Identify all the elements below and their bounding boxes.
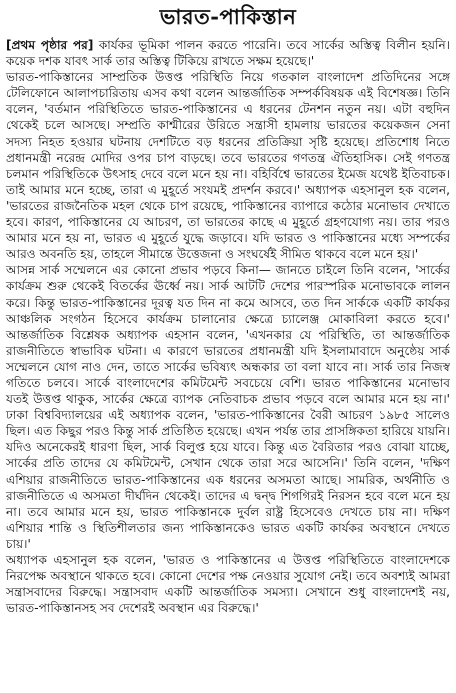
paragraph-text: কার্যকর ভূমিকা পালন করতে পারেনি। তবে সার্কের অস্তিত্ব বিলীন হয়নি। কয়েক দশক যাবৎ সার্ক তার অস্তিত্ব টিকিয়ে রাখতে সক্ষম হয়েছে।'	[6, 38, 450, 69]
article-paragraph-1	[6, 37, 450, 69]
article-headline: ভারত-পাকিস্তান	[159, 4, 297, 29]
article-body	[6, 37, 450, 616]
article-paragraph-4: অধ্যাপক এহসানুল হক বলেন, 'ভারত ও পাকিস্তানের এ উত্তপ্ত পরিস্থিতিতে বাংলাদেশকে নিরপেক্ষ অবস্থানে থাকতে হবে। কোনো দেশের পক্ষ নেওয়ার সুযোগ নেই। তবে অবশ্যই আমরা সন্ত্রাসবাদের বিরুদ্ধে। সন্ত্রাসবাদ একটি আন্তর্জাতিক সমস্যা। সেখানে শুধু বাংলাদেশই নয়, ভারত-পাকিস্তানসহ সব দেশেরই অবস্থান এর বিরুদ্ধে।'	[6, 553, 450, 616]
article-paragraph-3: আসন্ন সার্ক সম্মেলনে এর কোনো প্রভাব পড়বে কিনা— জানতে চাইলে তিনি বলেন, 'সার্কের কার্যক্রম শুরু থেকেই বিতর্কের ঊর্ধ্বে নয়। সার্ক আটটি দেশের পারস্পরিক মনোভাবকে লালন করে। কিন্তু ভারত-পাকিস্তানের দূরত্ব যত দিন না কমে আসবে, তত দিন সার্ককে একটি কার্যকর আঞ্চলিক সংগঠন হিসেবে কার্যক্রম চালানোর ক্ষেত্রে চ্যালেঞ্জ মোকাবিলা করতে হবে।' আন্তর্জাতিক বিশ্লেষক অধ্যাপক এহসান বলেন, 'এখনকার যে পরিস্থিতি, তা আন্তর্জাতিক রাজনীতিতে স্বাভাবিক ঘটনা। এ কারণে ভারতের প্রধানমন্ত্রী যদি ইসলামাবাদে অনুষ্ঠেয় সার্ক সম্মেলনে যোগ নাও দেন, তাতে সার্কের ভবিষ্যৎ অন্ধকার তা বলা যাবে না। সার্ক তার নিজস্ব গতিতে চলবে। সার্কে বাংলাদেশের কমিটমেন্ট সবচেয়ে বেশি। ভারত পাকিস্তানের মনোভাব যতই উত্তপ্ত থাকুক, সার্কের ক্ষেত্রে ব্যাপক নেতিবাচক প্রভাব পড়বে বলে আমার মনে হয় না।' ঢাকা বিশ্ববিদ্যালয়ের এই অধ্যাপক বলেন, 'ভারত-পাকিস্তানের বৈরী আচরণ ১৯৮৫ সালেও ছিল। এত কিছুর পরও কিন্তু সার্ক প্রতিষ্ঠিত হয়েছে। এখন পর্যন্ত তার প্রাসঙ্গিকতা হারিয়ে যায়নি। যদিও অনেকেরই ধারণা ছিল, সার্ক বিলুপ্ত হয়ে যাবে। কিন্তু এত বৈরিতার পরও বোঝা যাচ্ছে, সার্কের প্রতি তাদের যে কমিটমেন্ট, সেখান থেকে তারা সরে আসেনি।' তিনি বলেন, 'দক্ষিণ এশিয়ার রাজনীতিতে ভারত-পাকিস্তানের এক ধরনের অসমতা আছে। সামরিক, অর্থনীতি ও রাজনীতিতে এ অসমতা দীর্ঘদিন থেকেই। তাদের এ দ্বন্দ্ব শিগগিরই নিরসন হবে বলে মনে হয় না। তবে আমার মনে হয়, ভারত পাকিস্তানকে দুর্বল রাষ্ট্র হিসেবেও দেখতে চায় না। দক্ষিণ এশিয়ার শান্তি ও স্থিতিশীলতার জন্য পাকিস্তানকেও ভারত একটি কার্যকর অবস্থানে দেখতে চায়।'	[6, 263, 450, 551]
article-paragraph-2: ভারত-পাকিস্তানের সাম্প্রতিক উত্তপ্ত পরিস্থিতি নিয়ে গতকাল বাংলাদেশ প্রতিদিনের সঙ্গে টেলিফোনে আলাপচারিতায় এসব কথা বলেন আন্তর্জাতিক সম্পর্কবিষয়ক এই বিশেষজ্ঞ। তিনি বলেন, 'বর্তমান পরিস্থিতিতে ভারত-পাকিস্তানের এ ধরনের টেনশন নতুন নয়। এটা বহুদিন থেকেই চলে আসছে। সম্প্রতি কাশ্মীরের উরিতে সন্ত্রাসী হামলায় ভারতের কয়েকজন সেনা সদস্য নিহত হওয়ার ঘটনায় দেশটিতে বড় ধরনের প্রতিক্রিয়া সৃষ্টি হয়েছে। প্রতিশোধ নিতে প্রধানমন্ত্রী নরেন্দ্র মোদির ওপর চাপ বাড়ছে। তবে ভারতের গণতন্ত্র ঐতিহাসিক। সেই গণতন্ত্র চলমান পরিস্থিতিকে উৎসাহ দেবে বলে মনে হয় না। বহির্বিশ্বে ভারতের ইমেজ যথেষ্ট ইতিবাচক। তাই আমার মনে হচ্ছে, তারা এ মুহূর্তে সংযমই প্রদর্শন করবে।' অধ্যাপক এহসানুল হক বলেন, 'ভারতের রাজনৈতিক মহল থেকে চাপ রয়েছে, পাকিস্তানের ব্যাপারে কঠোর মনোভাব দেখাতে হবে। কারণ, পাকিস্তানের যে আচরণ, তা ভারতের কাছে এ মুহূর্তে গ্রহণযোগ্য নয়। তার পরও আমার মনে হয় না, ভারত এ মুহূর্তে যুদ্ধে জড়াবে। যদি ভারত ও পাকিস্তানের মধ্যে সম্পর্কের আরও অবনতি হয়, তাহলে সীমান্তে উত্তেজনা ও সংঘর্ষেই সীমিত থাকবে বলে মনে হয়।'	[6, 70, 450, 262]
continued-from-page-label: [প্রথম পৃষ্ঠার পর]	[6, 38, 94, 52]
